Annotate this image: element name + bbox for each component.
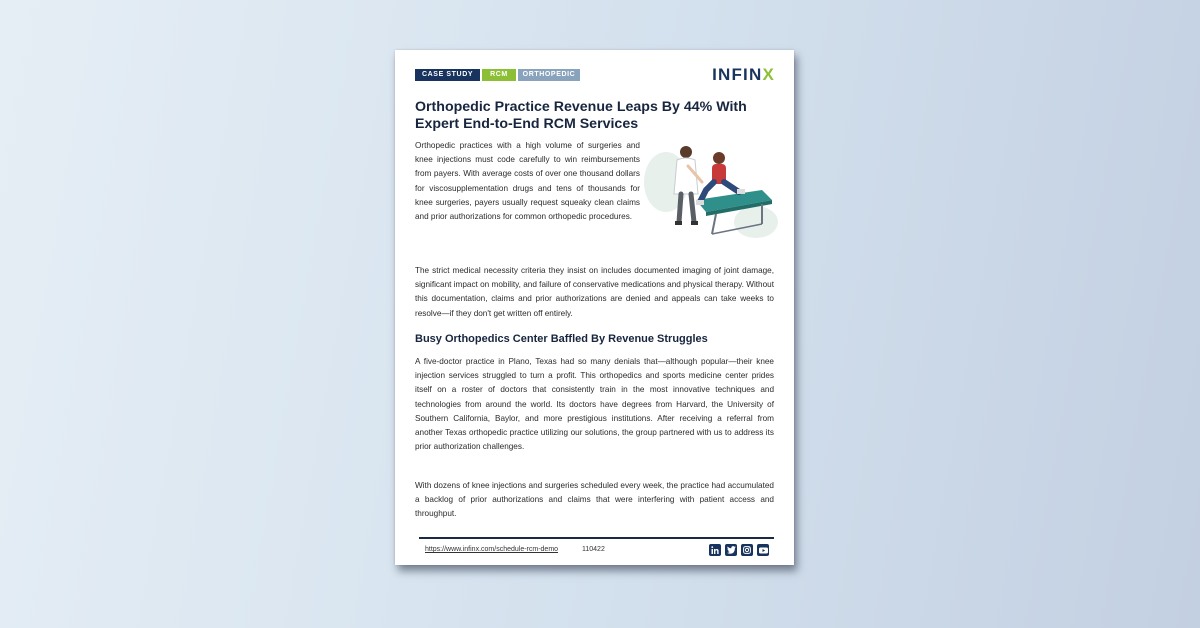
youtube-icon[interactable] [757,544,769,556]
doctor-patient-illustration [644,142,780,242]
twitter-icon[interactable] [725,544,737,556]
case-study-page [395,50,794,565]
instagram-icon[interactable] [741,544,753,556]
infinx-logo: INFINX [712,65,775,84]
tag-case-study: CASE STUDY [415,69,480,81]
paragraph-backlog: With dozens of knee injections and surgeries scheduled every week, the practice had accumulated a backlog of prior authorizations and claims that were interfering with patient access and throughput. [415,481,774,519]
tag-rcm: RCM [482,69,516,81]
footer-divider [419,537,774,539]
linkedin-icon[interactable] [709,544,721,556]
paragraph-intro: Orthopedic practices with a high volume of surgeries and knee injections must code carefully to win reimbursements from payers. With average costs of over one thousand dollars for viscosupplementation drugs and tens of thousands for knee surgeries, payers usually request squeaky clean claims and prior authorizations for common orthopedic procedures. [415,141,640,222]
footer-link[interactable]: https://www.infinx.com/schedule-rcm-demo [425,546,559,553]
paragraph-practice: A five-doctor practice in Plano, Texas had so many denials that—although popular—their knee injection services struggled to turn a profit. This orthopedics and sports medicine center prides itself on a roster of doctors that consistently train in the most innovative techniques and technologies from around the world. Its doctors have degrees from Harvard, the University of Southern California, Baylor, and more prestigious institutions. After receiving a referral from another Texas orthopedic practice utilizing our solutions, the group partnered with us to address its prior authorization challenges. [415,357,774,452]
page-title: Orthopedic Practice Revenue Leaps By 44% With Expert End-to-End RCM Services [415,99,747,132]
tag-orthopedic: ORTHOPEDIC [518,69,580,81]
paragraph-criteria: The strict medical necessity criteria they insist on includes documented imaging of joint damage, significant impact on mobility, and failure of conservative medications and physical therapy. Without this documentation, claims and prior authorizations are denied and appeals can take weeks to resolve—if they don't get written off entirely. [415,266,774,318]
social-links [709,544,769,556]
document-code: 110422 [582,546,605,553]
category-tags [415,69,580,81]
section-heading: Busy Orthopedics Center Baffled By Revenue Struggles [415,333,708,345]
